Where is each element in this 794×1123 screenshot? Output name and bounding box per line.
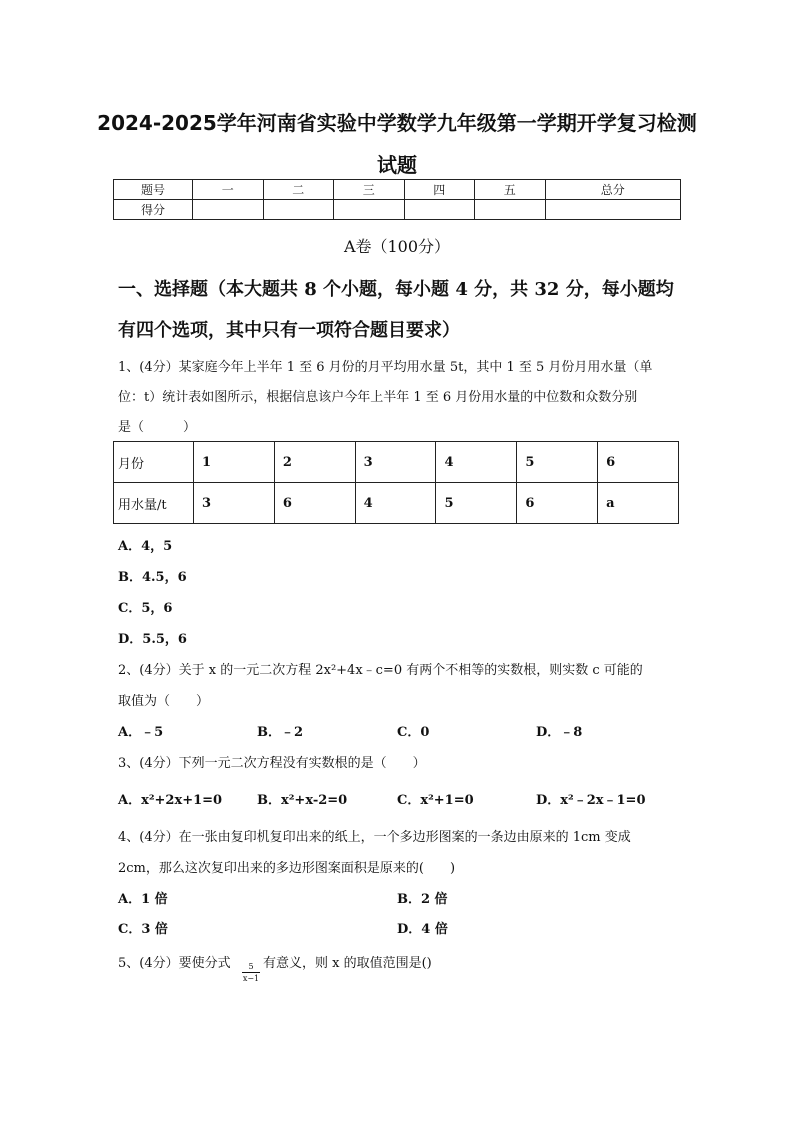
table-row xyxy=(114,483,679,524)
fraction xyxy=(242,962,260,984)
q4-option-b[interactable]: B．2 倍 xyxy=(397,892,448,907)
table-cell: 题号 xyxy=(114,180,193,200)
table-cell: 三 xyxy=(334,180,405,200)
page-title: 2024-2025学年河南省实验中学数学九年级第一学期开学复习检测 xyxy=(97,111,697,135)
question-1-text-2: 位：t）统计表如图所示，根据信息该户今年上半年 1 至 6 月份用水量的中位数和众数分别 xyxy=(118,390,638,405)
q2-option-d[interactable]: D．﹣8 xyxy=(536,725,583,740)
q1-option-a[interactable]: A．4，5 xyxy=(118,539,173,554)
table-cell: 3 xyxy=(355,442,436,483)
score-table-header-row xyxy=(114,180,681,200)
table-cell: 1 xyxy=(194,442,275,483)
water-usage-table xyxy=(113,441,679,524)
q4-option-a[interactable]: A．1 倍 xyxy=(118,892,168,907)
q1-option-c[interactable]: C．5，6 xyxy=(118,601,173,616)
table-cell: 5 xyxy=(436,483,517,524)
table-cell: 5 xyxy=(517,442,598,483)
score-cell xyxy=(193,200,264,220)
table-cell: 6 xyxy=(274,483,355,524)
table-cell: 用水量/t xyxy=(114,483,194,524)
q4-option-c[interactable]: C．3 倍 xyxy=(118,922,168,937)
q1-option-b[interactable]: B．4.5，6 xyxy=(118,570,187,585)
question-1-text-3: 是（ ） xyxy=(118,420,197,435)
table-cell: 四 xyxy=(404,180,475,200)
q2-option-a[interactable]: A．﹣5 xyxy=(118,725,164,740)
question-4-text-2: 2cm，那么这次复印出来的多边形图案面积是原来的( ) xyxy=(118,861,456,876)
score-table-score-row xyxy=(114,200,681,220)
table-cell: 4 xyxy=(355,483,436,524)
question-1-text: 1、(4分）某家庭今年上半年 1 至 6 月份的月平均用水量 5t，其中 1 至 5 月份月用水量（单 xyxy=(118,360,653,375)
q1-option-d[interactable]: D．5.5，6 xyxy=(118,632,187,647)
fraction-numerator: 5 xyxy=(242,962,260,973)
table-cell: 6 xyxy=(517,483,598,524)
q3-option-d[interactable]: D．x²﹣2x﹣1=0 xyxy=(536,793,646,808)
question-5-text: 5、(4分）要使分式 xyxy=(118,956,231,971)
q2-option-b[interactable]: B．﹣2 xyxy=(257,725,304,740)
q4-option-d[interactable]: D．4 倍 xyxy=(397,922,448,937)
table-cell: 4 xyxy=(436,442,517,483)
table-cell: 一 xyxy=(193,180,264,200)
table-cell: 3 xyxy=(194,483,275,524)
score-cell xyxy=(263,200,334,220)
table-cell: 6 xyxy=(598,442,679,483)
question-5-text-2: 有意义，则 x 的取值范围是() xyxy=(263,956,432,971)
score-cell xyxy=(334,200,405,220)
table-row xyxy=(114,442,679,483)
section-heading-continued: 有四个选项，其中只有一项符合题目要求） xyxy=(118,320,460,341)
question-3-text: 3、(4分）下列一元二次方程没有实数根的是（ ） xyxy=(118,756,426,771)
table-cell: 二 xyxy=(263,180,334,200)
score-table xyxy=(113,179,681,220)
table-cell: 2 xyxy=(274,442,355,483)
q3-option-a[interactable]: A．x²+2x+1=0 xyxy=(118,793,223,808)
table-cell: 总分 xyxy=(545,180,681,200)
table-cell: 得分 xyxy=(114,200,193,220)
score-cell xyxy=(404,200,475,220)
page-title-continued: 试题 xyxy=(377,153,417,177)
question-4-text: 4、(4分）在一张由复印机复印出来的纸上，一个多边形图案的一条边由原来的 1cm 变成 xyxy=(118,830,631,845)
section-heading: 一、选择题（本大题共 8 个小题，每小题 4 分，共 32 分，每小题均 xyxy=(118,279,674,300)
score-cell xyxy=(475,200,546,220)
q3-option-b[interactable]: B．x²+x-2=0 xyxy=(257,793,348,808)
table-cell: 五 xyxy=(475,180,546,200)
volume-heading: A卷（100分） xyxy=(343,237,451,256)
table-cell: a xyxy=(598,483,679,524)
question-2-text: 2、(4分）关于 x 的一元二次方程 2x²+4x﹣c=0 有两个不相等的实数根，则实数 c 可能的 xyxy=(118,663,643,678)
q2-option-c[interactable]: C．0 xyxy=(397,725,430,740)
score-cell xyxy=(545,200,681,220)
q3-option-c[interactable]: C．x²+1=0 xyxy=(397,793,474,808)
table-cell: 月份 xyxy=(114,442,194,483)
fraction-denominator: x−1 xyxy=(242,974,260,983)
question-2-text-2: 取值为（ ） xyxy=(118,694,210,709)
